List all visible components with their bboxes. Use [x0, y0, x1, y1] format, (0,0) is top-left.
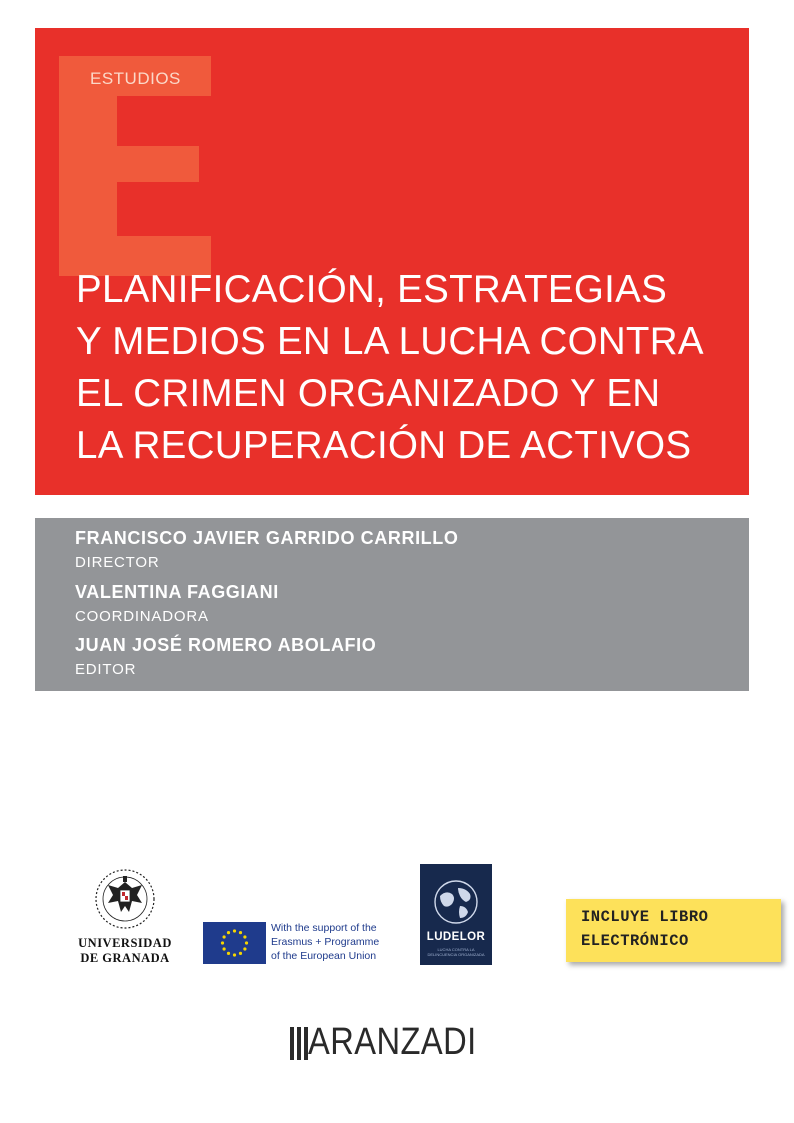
- ebook-badge: [566, 899, 781, 962]
- university-crest-icon: [94, 868, 156, 930]
- ebook-badge-line: ELECTRÓNICO: [581, 932, 689, 950]
- credit-name: VALENTINA FAGGIANI: [75, 582, 279, 602]
- ludelor-name: LUDELOR: [426, 931, 486, 943]
- series-label: ESTUDIOS: [90, 69, 181, 88]
- erasmus-logo: [203, 920, 403, 966]
- publisher-name: ARANZADI: [308, 1021, 477, 1063]
- university-logo: [70, 868, 180, 968]
- title-line: PLANIFICACIÓN, ESTRATEGIAS: [76, 268, 668, 311]
- credit-coordinator: [75, 582, 279, 625]
- university-name-line: UNIVERSIDAD: [78, 936, 172, 950]
- eu-flag-icon: [203, 922, 266, 964]
- title-line: LA RECUPERACIÓN DE ACTIVOS: [76, 424, 692, 467]
- credit-role: EDITOR: [75, 661, 137, 678]
- credit-role: COORDINADORA: [75, 608, 209, 625]
- ebook-badge-line: INCLUYE LIBRO: [581, 908, 709, 926]
- title-band: [35, 28, 749, 495]
- university-name: [70, 936, 180, 966]
- erasmus-support-text: [271, 921, 403, 963]
- erasmus-text-line: of the European Union: [271, 950, 377, 962]
- title-line: EL CRIMEN ORGANIZADO Y EN: [76, 372, 661, 415]
- credit-role: DIRECTOR: [75, 554, 160, 571]
- credits-band: [35, 518, 749, 691]
- erasmus-text-line: With the support of the: [271, 922, 377, 934]
- title-line: Y MEDIOS EN LA LUCHA CONTRA: [76, 320, 704, 363]
- series-letter-e-icon: [59, 56, 211, 276]
- university-name-line: DE GRANADA: [80, 951, 170, 965]
- book-title: [76, 264, 736, 472]
- credit-editor: [75, 635, 376, 678]
- credit-director: [75, 528, 458, 571]
- globe-icon: [432, 878, 480, 926]
- aranzadi-bars-icon: [288, 1027, 310, 1060]
- ludelor-subtitle: LUCHA CONTRA LA DELINCUENCIA ORGANIZADA: [427, 947, 485, 957]
- credit-name: JUAN JOSÉ ROMERO ABOLAFIO: [75, 635, 377, 655]
- credit-name: FRANCISCO JAVIER GARRIDO CARRILLO: [75, 528, 459, 548]
- ludelor-logo: [420, 864, 492, 965]
- erasmus-text-line: Erasmus + Programme: [271, 936, 380, 948]
